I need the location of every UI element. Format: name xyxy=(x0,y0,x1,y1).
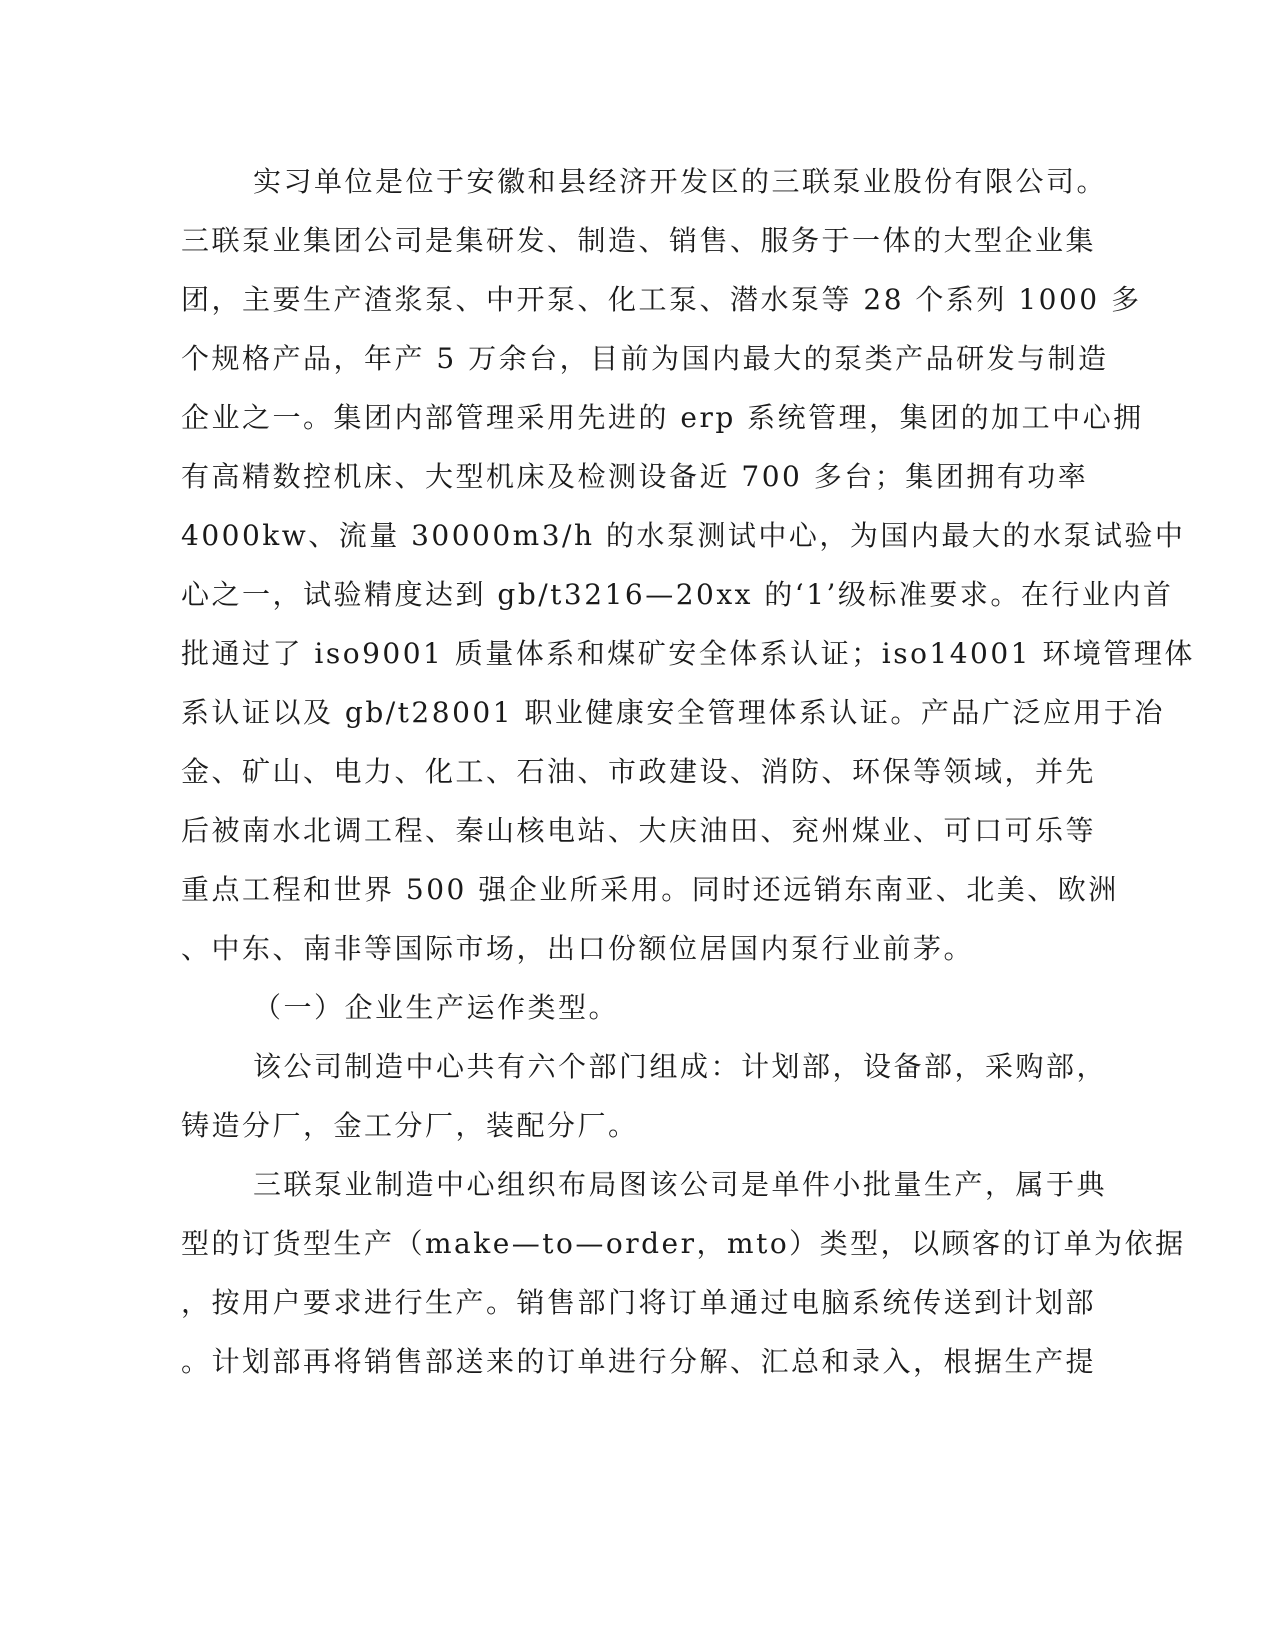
text-line: 有高精数控机床、大型机床及检测设备近 700 多台；集团拥有功率 xyxy=(181,460,1089,493)
heading-text: （一）企业生产运作类型。 xyxy=(253,991,620,1024)
text-line: 4000kw、流量 30000m3/h 的水泵测试中心，为国内最大的水泵试验中 xyxy=(181,519,1186,552)
section-heading xyxy=(181,978,1081,1037)
text-line: 该公司制造中心共有六个部门组成：计划部，设备部，采购部， xyxy=(253,1050,1108,1083)
text-line: 三联泵业集团公司是集研发、制造、销售、服务于一体的大型企业集 xyxy=(181,224,1097,257)
text-line: 心之一，试验精度达到 gb/t3216—20xx 的‘1’级标准要求。在行业内首 xyxy=(181,578,1174,611)
paragraph-departments xyxy=(181,1037,1108,1155)
text-line: 金、矿山、电力、化工、石油、市政建设、消防、环保等领域，并先 xyxy=(181,755,1097,788)
text-line: 、中东、南非等国际市场，出口份额位居国内泵行业前茅。 xyxy=(181,932,975,965)
text-line: 型的订货型生产（make—to—order，mto）类型，以顾客的订单为依据 xyxy=(181,1227,1186,1260)
paragraph-company-intro xyxy=(181,152,1195,978)
text-line: 企业之一。集团内部管理采用先进的 erp 系统管理，集团的加工中心拥 xyxy=(181,401,1144,434)
text-line: 团，主要生产渣浆泵、中开泵、化工泵、潜水泵等 28 个系列 1000 多 xyxy=(181,283,1142,316)
text-line: 实习单位是位于安徽和县经济开发区的三联泵业股份有限公司。 xyxy=(253,165,1108,198)
paragraph-production-type xyxy=(181,1155,1186,1391)
text-line: 批通过了 iso9001 质量体系和煤矿安全体系认证；iso14001 环境管理体 xyxy=(181,637,1195,670)
text-line: ，按用户要求进行生产。销售部门将订单通过电脑系统传送到计划部 xyxy=(181,1286,1097,1319)
text-line: 。计划部再将销售部送来的订单进行分解、汇总和录入，根据生产提 xyxy=(181,1345,1097,1378)
text-line: 重点工程和世界 500 强企业所采用。同时还远销东南亚、北美、欧洲 xyxy=(181,873,1119,906)
text-line: 铸造分厂，金工分厂，装配分厂。 xyxy=(181,1109,639,1142)
text-line: 个规格产品，年产 5 万余台，目前为国内最大的泵类产品研发与制造 xyxy=(181,342,1109,375)
text-line: 后被南水北调工程、秦山核电站、大庆油田、兖州煤业、可口可乐等 xyxy=(181,814,1097,847)
document-body xyxy=(181,152,1195,1391)
text-line: 三联泵业制造中心组织布局图该公司是单件小批量生产，属于典 xyxy=(253,1168,1108,1201)
text-line: 系认证以及 gb/t28001 职业健康安全管理体系认证。产品广泛应用于冶 xyxy=(181,696,1165,729)
